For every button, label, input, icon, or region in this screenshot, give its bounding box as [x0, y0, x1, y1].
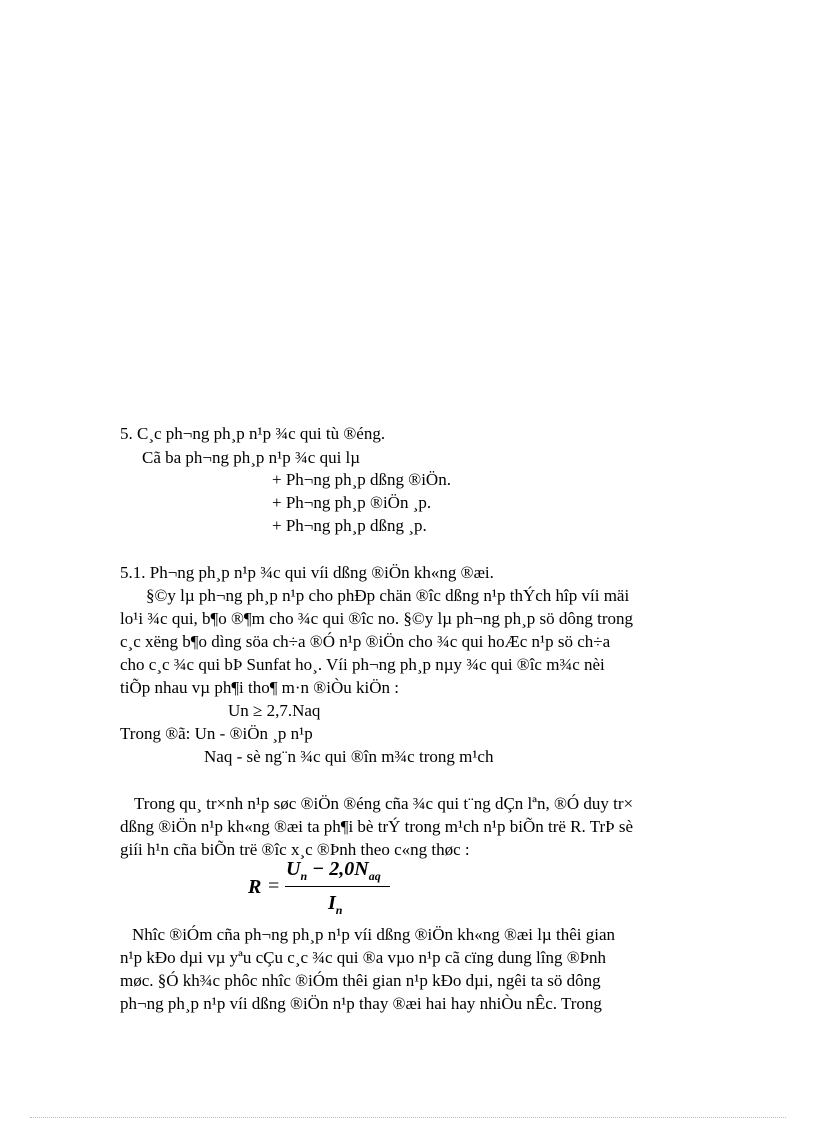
paragraph-line: Trong qu¸ tr×nh n¹p søc ®iÖn ®éng cña ¾c qui t¨ng dÇn lªn, ®Ó duy tr× [134, 794, 634, 813]
paragraph-line: ph¬ng ph¸p n¹p víi dßng ®iÖn n¹p thay ®æi hai hay nhiÒu nÊc. Trong [120, 994, 602, 1013]
paragraph-line: tiÕp nhau vµ ph¶i tho¶ m·n ®iÒu kiÖn : [120, 678, 399, 697]
formula-numerator: $U_n - 2,0N_{aq}$ [286, 858, 381, 883]
resistance-formula [248, 858, 398, 920]
paragraph-line: cho c¸c ¾c qui bÞ Sunfat ho¸. Víi ph¬ng ph¸p nµy ¾c qui ®îc m¾c nèi [120, 655, 605, 674]
paragraph-line: lo¹i ¾c qui, b¶o ®¶m cho ¾c qui ®îc no. §©y lµ ph¬ng ph¸p sö dông trong [120, 609, 634, 628]
fraction-bar [285, 886, 390, 887]
section-heading-5: 5. C¸c ph¬ng ph¸p n¹p ¾c qui tù ®éng. [120, 424, 386, 443]
paragraph-line: giíi h¹n cña biÕn trë ®îc x¸c ®Þnh theo c«ng thøc : [120, 840, 470, 859]
formula-denominator: $I_n$ [328, 892, 343, 917]
paragraph-line: møc. §Ó kh¾c phôc nhîc ®iÓm thêi gian n¹p kÐo dµi, ngêi ta sö dông [120, 971, 601, 990]
paragraph-line: §©y lµ ph¬ng ph¸p n¹p cho phÐp chän ®îc dßng n¹p thÝch hîp víi mäi [146, 586, 630, 605]
section-heading-5-1: 5.1. Ph¬ng ph¸p n¹p ¾c qui víi dßng ®iÖn kh«ng ®æi. [120, 563, 494, 582]
method-item: + Ph¬ng ph¸p ®iÖn ¸p. [272, 493, 432, 512]
intro-text: Cã ba ph¬ng ph¸p n¹p ¾c qui lµ [142, 448, 361, 467]
paragraph-line: n¹p kÐo dµi vµ yªu cÇu c¸c ¾c qui ®a vµo n¹p cã cïng dung lîng ®Þnh [120, 948, 607, 967]
paragraph-line: c¸c xëng b¶o dìng söa ch÷a ®Ó n¹p ®iÖn cho ¾c qui hoÆc n¹p sö ch÷a [120, 632, 611, 651]
formula-lhs: R [248, 876, 262, 898]
condition-formula: Un ≥ 2,7.Naq [228, 701, 321, 720]
method-item: + Ph¬ng ph¸p dßng ¸p. [272, 516, 427, 535]
definition-line: Trong ®ã: Un - ®iÖn ¸p n¹p [120, 724, 313, 743]
paragraph-line: dßng ®iÖn n¹p kh«ng ®æi ta ph¶i bè trÝ trong m¹ch n¹p biÕn trë R. TrÞ sè [120, 817, 634, 836]
definition-line: Naq - sè ng¨n ¾c qui ®în m¾c trong m¹ch [204, 747, 494, 766]
page-bottom-border [30, 1117, 786, 1118]
method-item: + Ph¬ng ph¸p dßng ®iÖn. [272, 470, 451, 489]
paragraph-line: Nhîc ®iÓm cña ph¬ng ph¸p n¹p víi dßng ®iÖn kh«ng ®æi lµ thêi gian [132, 925, 615, 944]
formula-equals: = [268, 875, 280, 897]
